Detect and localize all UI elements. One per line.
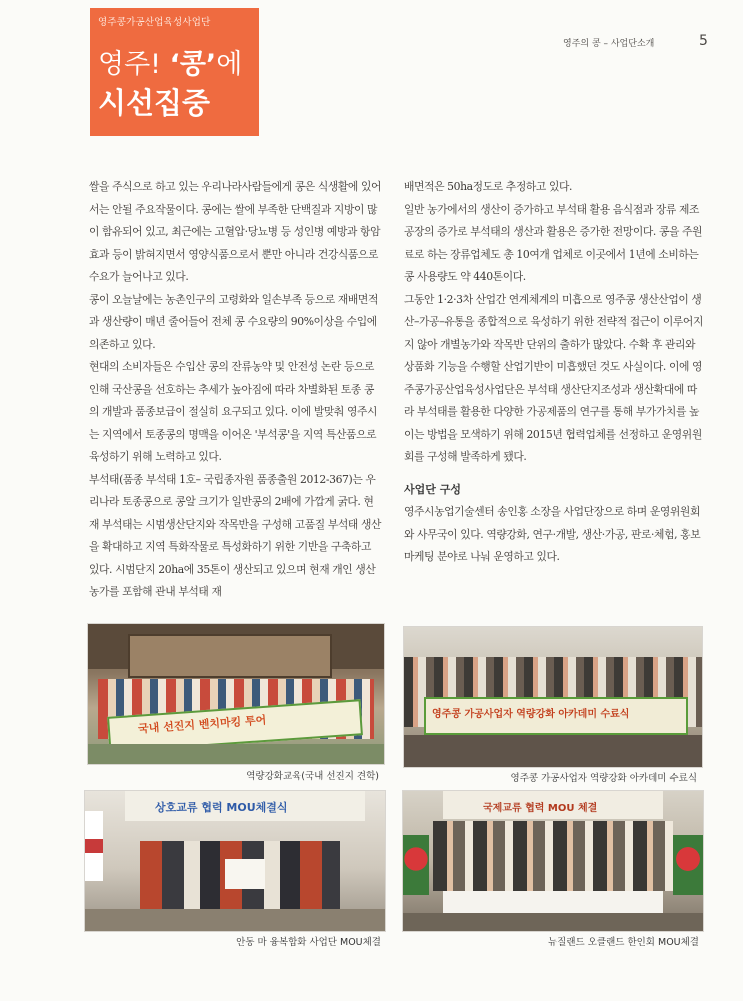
section-body: 영주시농업기술센터 송인홍 소장을 사업단장으로 하며 운영위원회와 사무국이 있다. 역량강화, 연구·개발, 생산·가공, 판로·체험, 홍보마케팅 분야로 나눠 운영하고 있다. bbox=[404, 505, 701, 563]
page-number: 5 bbox=[699, 33, 708, 49]
paragraph: 배면적은 50ha정도로 추정하고 있다. bbox=[404, 180, 573, 193]
paragraph: 쌀을 주식으로 하고 있는 우리나라사람들에게 콩은 식생활에 있어서는 안될 주요작물이다. 콩에는 쌀에 부족한 단백질과 지방이 많이 함유되어 있고, 최근에는 고혈압·당뇨병 등 성인병 예방과 항암효과 등이 밝혀지면서 영양식품으로서 뿐만 아니라 건강식품으로 수요가 늘어나고 있다. bbox=[89, 180, 382, 283]
photo-caption: 역량강화교육(국내 선진지 견학) bbox=[246, 771, 379, 782]
photo-banner: 국내 선진지 벤치마킹 투어 bbox=[137, 713, 267, 736]
paragraph: 일반 농가에서의 생산이 증가하고 부석태 활용 음식점과 장류 제조공장의 증가로 부석태의 생산과 활용은 증가한 전망이다. 콩을 주원료로 하는 장류업체도 총 10여개 업체로 이곳에서 1년에 소비하는 콩 사용량도 약 440톤이다. bbox=[404, 202, 703, 283]
paragraph: 현대의 소비자들은 수입산 콩의 잔류농약 및 안전성 논란 등으로 인해 국산콩을 선호하는 추세가 높아짐에 따라 차별화된 토종 콩의 개발과 품종보급이 절실히 요구되고 있다. 이에 발맞춰 영주시는 지역에서 토종콩의 명맥을 이어온 '부석콩'을 지역 특산품으로 육성하기 위해 노력하고 있다. bbox=[89, 360, 378, 463]
photo-banner: 영주콩 가공사업자 역량강화 아카데미 수료식 bbox=[432, 709, 630, 720]
photo-banner: 상호교류 협력 MOU체결식 bbox=[155, 801, 288, 814]
paragraph: 그동안 1·2·3차 산업간 연계체계의 미흡으로 영주콩 생산산업이 생산–가공–유통을 종합적으로 육성하기 위한 전략적 접근이 이루어지지 않아 개별농가와 작목반 단위의 출하가 많았다. 수확 후 관리와 상품화 기능을 수행할 산업기반이 미흡했던 것도 사실이다. 이에 영주콩가공산업육성사업단은 부석태 생산단지조성과 생산확대에 따라 부석태를 활용한 다양한 가공제품의 연구를 통해 부가가치를 높이는 방법을 모색하기 위해 2015년 협력업체를 선정하고 운영위원회를 구성해 발족하게 됐다. bbox=[404, 292, 703, 463]
right-column bbox=[404, 176, 706, 569]
left-column bbox=[89, 176, 383, 604]
title-kicker: 영주콩가공산업육성사업단 bbox=[98, 17, 211, 28]
photo-caption: 영주콩 가공사업자 역량강화 아카데미 수료식 bbox=[510, 773, 697, 784]
photo-auckland-mou bbox=[402, 790, 704, 932]
section-title-box bbox=[90, 8, 259, 136]
section-heading: 사업단 구성 bbox=[404, 482, 461, 496]
photo-caption: 안동 마 융복합화 사업단 MOU체결 bbox=[236, 937, 381, 948]
title-line-2: 시선집중 bbox=[98, 86, 211, 120]
paragraph: 콩이 오늘날에는 농촌인구의 고령화와 일손부족 등으로 재배면적과 생산량이 매년 줄어들어 전체 콩 수요량의 90%이상을 수입에 의존하고 있다. bbox=[89, 292, 378, 351]
photo-banner: 국제교류 협력 MOU 체결 bbox=[483, 803, 598, 814]
running-head: 영주의 콩 – 사업단소개 bbox=[563, 39, 655, 49]
photo-domestic-tour bbox=[87, 623, 385, 765]
photo-academy-graduation bbox=[403, 626, 703, 768]
paragraph: 부석태(품종 부석태 1호– 국립종자원 품종출원 2012-367)는 우리나라 토종콩으로 콩알 크기가 일반콩의 2배에 가깝게 굵다. 현재 부석태는 시범생산단지와 작목반을 구성해 고품질 부석태 생산을 확대하고 지역 특화작물로 특성화하기 위한 기반을 구축하고 있다. 시범단지 20ha에 35톤이 생산되고 있으며 현재 개인 생산 농가를 포함해 관내 부석태 재 bbox=[89, 472, 382, 598]
title-line-1: 영주! ‘콩’에 bbox=[98, 49, 243, 80]
photo-caption: 뉴질랜드 오클랜드 한인회 MOU체결 bbox=[548, 937, 699, 948]
title-highlight: ‘콩’ bbox=[169, 49, 217, 80]
photo-andong-mou bbox=[84, 790, 386, 932]
